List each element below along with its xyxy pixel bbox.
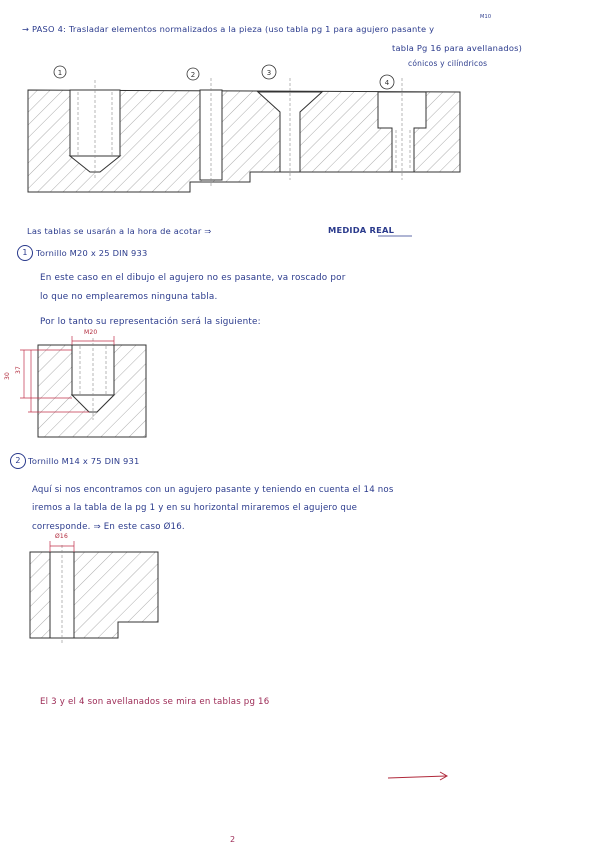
item-1-para-2: lo que no emplearemos ninguna tabla. (40, 292, 218, 302)
callout-2 (187, 68, 199, 80)
item-2-para-3: corresponde. ⇒ En este caso Ø16. (32, 522, 185, 532)
svg-text:3: 3 (266, 69, 272, 77)
item-2-title: Tornillo M14 x 75 DIN 931 (28, 456, 140, 466)
svg-text:1: 1 (57, 69, 63, 77)
continue-arrow (388, 772, 447, 780)
detail-drawing-2 (30, 541, 158, 645)
item-2-para-2: iremos a la tabla de la pg 1 y en su horizontal miraremos el agujero que (32, 503, 358, 513)
svg-text:2: 2 (190, 71, 196, 79)
step-heading: → PASO 4: Trasladar elementos normalizados a la pieza (uso tabla pg 1 para agujero pasante y (22, 24, 435, 34)
item-1-title: Tornillo M20 x 25 DIN 933 (36, 248, 148, 258)
item-2-dim-top: Ø16 (55, 533, 68, 540)
superscript-note: M10 (480, 14, 492, 20)
callout-1 (54, 66, 66, 78)
item-2-badge: 2 (10, 453, 26, 469)
item-1-badge: 1 (17, 245, 33, 261)
item-1-dim-top: M20 (84, 329, 98, 336)
callout-3 (262, 65, 276, 79)
callout-4 (380, 75, 394, 89)
tables-note-emphasis: MEDIDA REAL (328, 225, 395, 235)
tables-note: Las tablas se usarán a la hora de acotar ⇒ (27, 226, 212, 236)
svg-text:4: 4 (384, 79, 390, 87)
item-1-dim-left-a: 30 (4, 371, 12, 381)
step-heading-line3: cónicos y cilíndricos (408, 59, 488, 68)
closing-note: El 3 y el 4 son avellanados se mira en tablas pg 16 (40, 697, 270, 707)
item-1-dim-left-b: 37 (15, 365, 23, 375)
page-number: 2 (230, 835, 236, 844)
step-heading-line2: tabla Pg 16 para avellanados) (392, 43, 523, 53)
item-2-para-1: Aquí si nos encontramos con un agujero pasante y teniendo en cuenta el 14 nos (32, 485, 394, 495)
detail-drawing-1 (20, 336, 146, 437)
item-1-para-1: En este caso en el dibujo el agujero no es pasante, va roscado por (40, 273, 346, 283)
item-1-para-3: Por lo tanto su representación será la siguiente: (40, 317, 261, 327)
